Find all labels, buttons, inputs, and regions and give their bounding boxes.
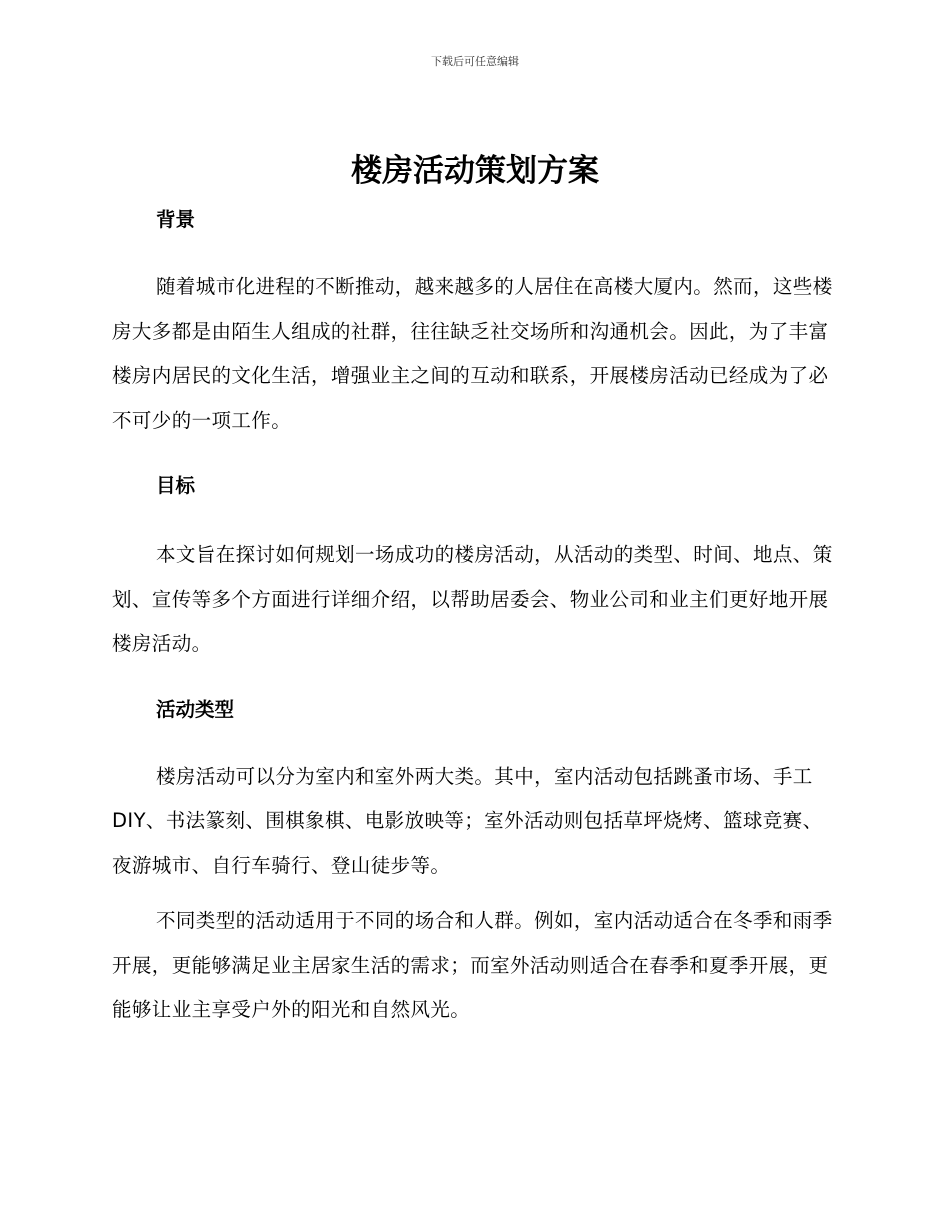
document-body bbox=[112, 203, 838, 1033]
paragraph-activity-types-2: 不同类型的活动适用于不同的场合和人群。例如，室内活动适合在冬季和雨季开展，更能够满足业主居家生活的需求；而室外活动则适合在春季和夏季开展，更能够让业主享受户外的阳光和自然风光。 bbox=[112, 909, 833, 1021]
section-background bbox=[112, 205, 838, 443]
paragraph-background: 随着城市化进程的不断推动，越来越多的人居住在高楼大厦内。然而，这些楼房大多都是由陌生人组成的社群，往往缺乏社交场所和沟通机会。因此，为了丰富楼房内居民的文化生活，增强业主之间的互动和联系，开展楼房活动已经成为了必不可少的一项工作。 bbox=[112, 275, 833, 432]
document-title: 楼房活动策划方案 bbox=[351, 153, 599, 189]
paragraph-activity-types-1: 楼房活动可以分为室内和室外两大类。其中，室内活动包括跳蚤市场、手工DIY、书法篆刻、围棋象棋、电影放映等；室外活动则包括草坪烧烤、篮球竞赛、夜游城市、自行车骑行、登山徒步等。 bbox=[112, 764, 823, 877]
section-heading-background: 背景 bbox=[156, 208, 196, 231]
section-heading-activity-types: 活动类型 bbox=[156, 697, 235, 721]
section-goal bbox=[112, 471, 838, 667]
section-activity-types bbox=[112, 695, 838, 1033]
page-header-note: 下载后可任意编辑 bbox=[431, 55, 519, 68]
paragraph-goal: 本文旨在探讨如何规划一场成功的楼房活动，从活动的类型、时间、地点、策划、宣传等多个方面进行详细介绍，以帮助居委会、物业公司和业主们更好地开展楼房活动。 bbox=[112, 543, 833, 655]
section-heading-goal: 目标 bbox=[156, 474, 196, 497]
